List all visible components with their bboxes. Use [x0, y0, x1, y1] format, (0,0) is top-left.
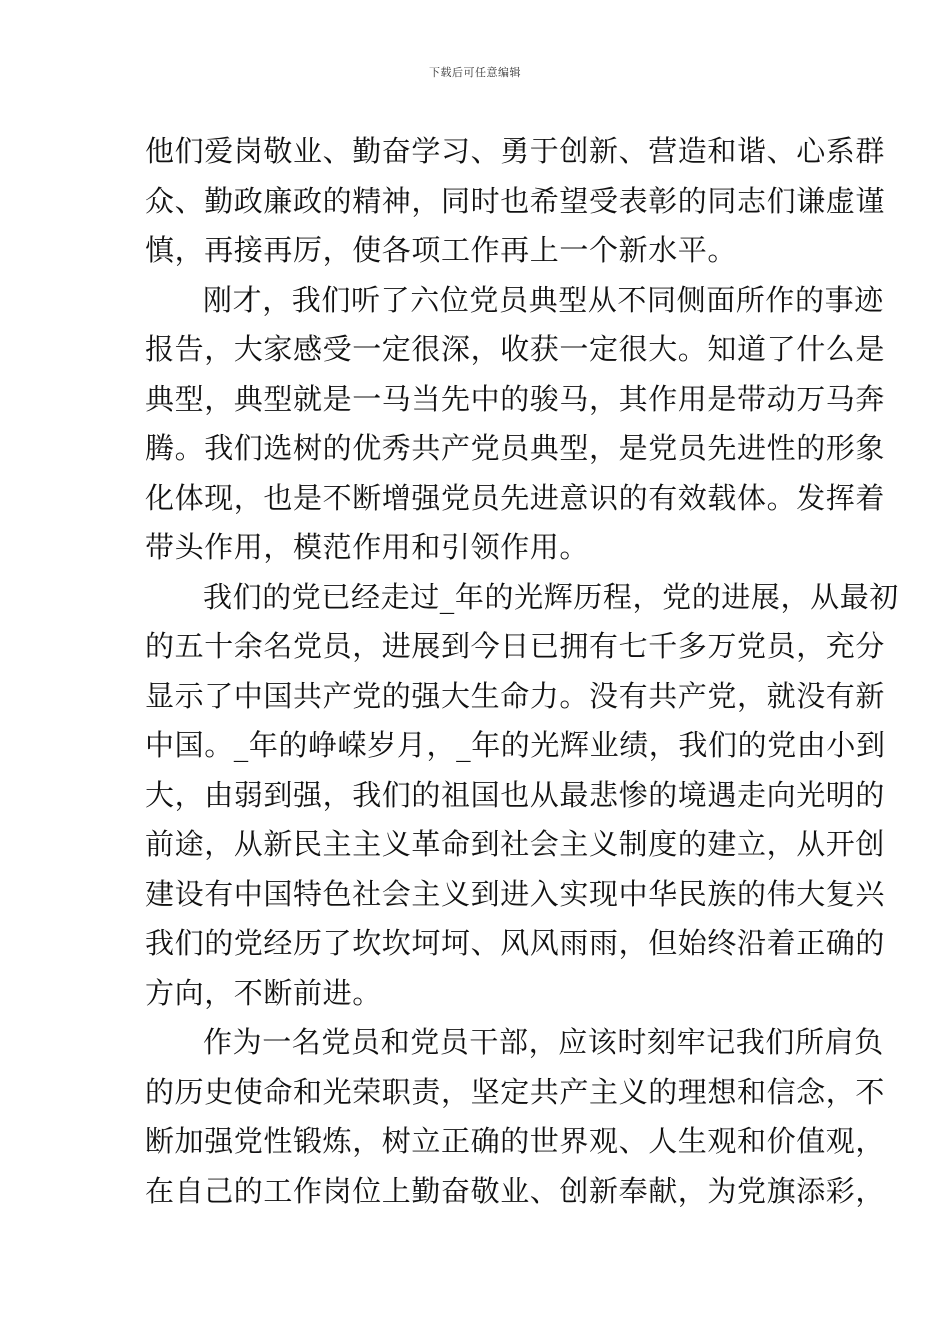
text-line: 断加强党性锻炼，树立正确的世界观、人生观和价值观，: [145, 1124, 886, 1158]
text-line: 建设有中国特色社会主义到进入实现中华民族的伟大复兴: [145, 876, 886, 911]
text-line: 慎，再接再厉，使各项工作再上一个新水平。: [145, 233, 738, 267]
text-line: 典型，典型就是一马当先中的骏马，其作用是带动万马奔: [145, 381, 886, 416]
text-line: 我们的党经历了坎坎坷坷、风风雨雨，但始终沿着正确的: [145, 926, 886, 960]
paragraph-first-line: 作为一名党员和党员干部，应该时刻牢记我们所肩负: [203, 1025, 884, 1059]
body-text: [145, 127, 899, 1216]
text-line: 前途，从新民主主义革命到社会主义制度的建立，从开创: [145, 827, 886, 861]
text-line: 化体现，也是不断增强党员先进意识的有效载体。发挥着: [145, 480, 886, 515]
text-line: 中国。_年的峥嵘岁月，_年的光辉业绩，我们的党由小到: [145, 728, 886, 762]
text-line: 方向，不断前进。: [145, 975, 382, 1010]
text-line: 报告，大家感受一定很深，收获一定很大。知道了什么是: [145, 332, 886, 366]
paragraph-first-line: 我们的党已经走过_年的光辉历程，党的进展，从最初: [203, 579, 899, 614]
text-line: 他们爱岗敬业、勤奋学习、勇于创新、营造和谐、心系群: [145, 134, 886, 168]
text-line: 腾。我们选树的优秀共产党员典型，是党员先进性的形象: [145, 431, 886, 465]
text-line: 带头作用，模范作用和引领作用。: [145, 530, 590, 564]
header-note: 下载后可任意编辑: [429, 66, 521, 79]
text-line: 大，由弱到强，我们的祖国也从最悲惨的境遇走向光明的: [145, 777, 886, 812]
text-line: 的五十余名党员，进展到今日已拥有七千多万党员，充分: [145, 629, 886, 663]
text-line: 众、勤政廉政的精神，同时也希望受表彰的同志们谦虚谨: [145, 183, 886, 218]
text-line: 在自己的工作岗位上勤奋敬业、创新奉献，为党旗添彩，: [145, 1173, 886, 1208]
paragraph-first-line: 刚才，我们听了六位党员典型从不同侧面所作的事迹: [203, 282, 884, 317]
text-line: 的历史使命和光荣职责，坚定共产主义的理想和信念，不: [145, 1074, 886, 1109]
text-line: 显示了中国共产党的强大生命力。没有共产党，就没有新: [145, 678, 886, 713]
